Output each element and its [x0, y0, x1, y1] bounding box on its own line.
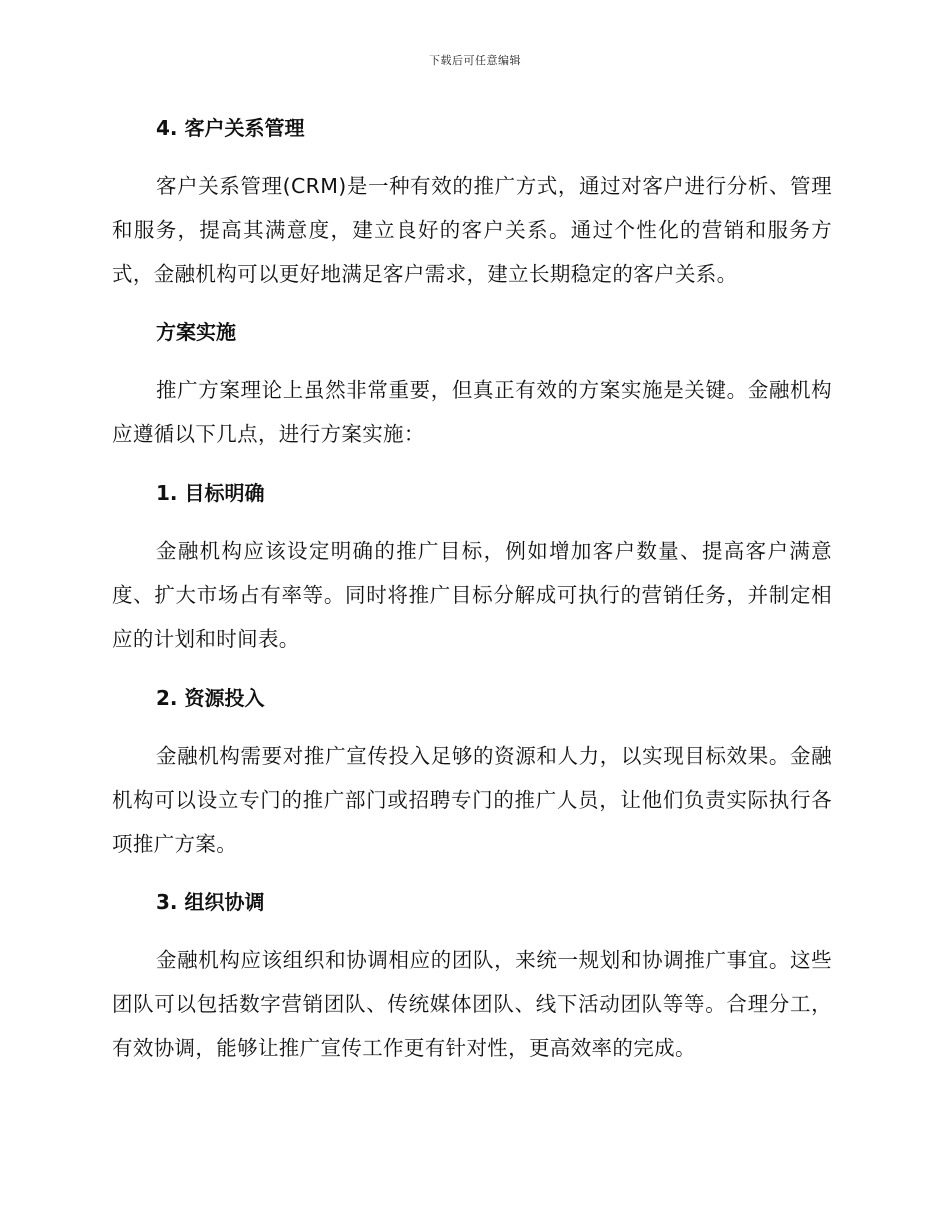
section-body-clear-goals: 金融机构应该设定明确的推广目标，例如增加客户数量、提高客户满意度、扩大市场占有率等。同时将推广目标分解成可执行的营销任务，并制定相应的计划和时间表。	[112, 539, 832, 651]
page-header: 下载后可任意编辑	[429, 54, 521, 67]
section-heading-resource-input: 2. 资源投入	[156, 686, 265, 710]
section-body-resource-input: 金融机构需要对推广宣传投入足够的资源和人力，以实现目标效果。金融机构可以设立专门的推广部门或招聘专门的推广人员，让他们负责实际执行各项推广方案。	[112, 744, 832, 856]
section-body-coordination: 金融机构应该组织和协调相应的团队，来统一规划和协调推广事宜。这些团队可以包括数字营销团队、传统媒体团队、线下活动团队等等。合理分工，有效协调，能够让推广宣传工作更有针对性，更高效率的完成。	[112, 948, 832, 1060]
section-heading-coordination: 3. 组织协调	[156, 890, 265, 914]
section-heading-implementation: 方案实施	[156, 320, 236, 344]
section-heading-clear-goals: 1. 目标明确	[156, 481, 265, 505]
section-heading-crm: 4. 客户关系管理	[156, 116, 305, 140]
section-body-implementation: 推广方案理论上虽然非常重要，但真正有效的方案实施是关键。金融机构应遵循以下几点，进行方案实施：	[112, 378, 832, 446]
section-body-crm: 客户关系管理(CRM)是一种有效的推广方式，通过对客户进行分析、管理和服务，提高其满意度，建立良好的客户关系。通过个性化的营销和服务方式，金融机构可以更好地满足客户需求，建立长期稳定的客户关系。	[112, 174, 832, 286]
